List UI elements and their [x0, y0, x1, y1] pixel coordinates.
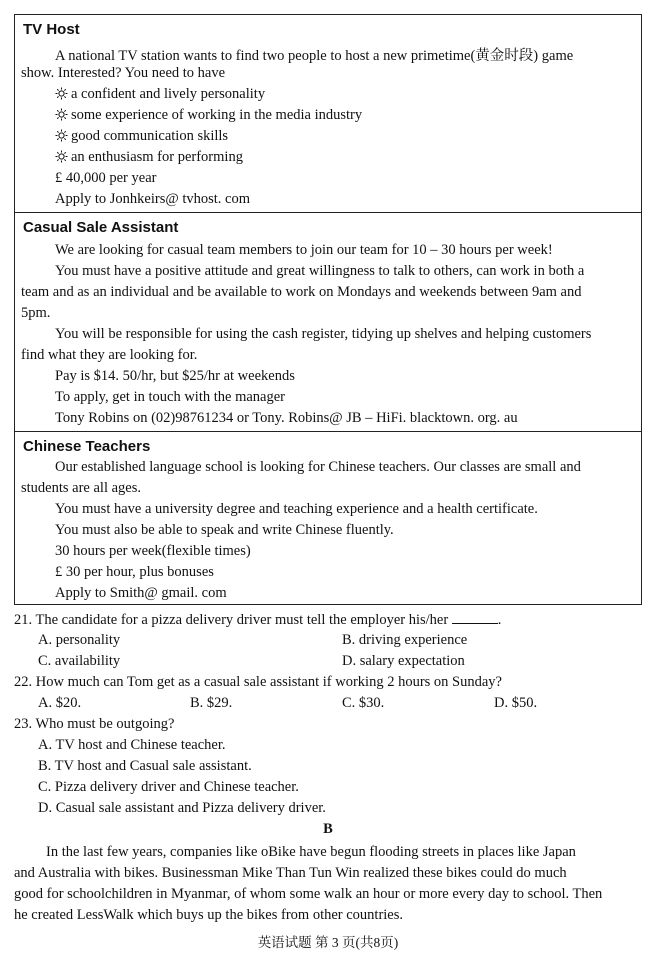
option-b: B. driving experience — [342, 632, 468, 648]
requirement-item: good communication skills — [55, 128, 228, 145]
ad-pay: £ 30 per hour, plus bonuses — [55, 564, 214, 580]
option-d: D. salary expectation — [342, 653, 465, 669]
ad-text: A national TV station wants to find two people to host a new primetime(黄金时段) game — [55, 48, 574, 64]
ad-title: Casual Sale Assistant — [23, 219, 179, 236]
ad-text: You must have a positive attitude and great willingness to talk to others, can work in both a — [55, 263, 585, 279]
question-22-stem: 22. How much can Tom get as a casual sale assistant if working 2 hours on Sunday? — [14, 674, 502, 690]
ad-title: TV Host — [23, 21, 80, 38]
ad-text: We are looking for casual team members to join our team for 10 – 30 hours per week! — [55, 242, 553, 258]
sun-bullet-icon — [55, 107, 71, 124]
option-b: B. $29. — [190, 695, 233, 711]
option-c: C. Pizza delivery driver and Chinese teacher. — [38, 779, 299, 795]
ad-title: Chinese Teachers — [23, 438, 151, 455]
ad-text: You must also be able to speak and write Chinese fluently. — [55, 522, 394, 538]
ad-chinese-teachers — [14, 431, 642, 605]
answer-blank — [452, 611, 498, 624]
question-23-stem: 23. Who must be outgoing? — [14, 716, 175, 732]
option-c: C. $30. — [342, 695, 385, 711]
passage-line: and Australia with bikes. Businessman Mike Than Tun Win realized these bikes could do much — [14, 865, 567, 881]
requirement-item: some experience of working in the media industry — [55, 107, 362, 124]
ad-apply: Apply to Smith@ gmail. com — [55, 585, 227, 601]
page-footer: 英语试题 第 3 页(共8页) — [257, 935, 399, 950]
sun-bullet-icon — [55, 149, 71, 166]
ad-apply: To apply, get in touch with the manager — [55, 389, 285, 405]
ad-pay: £ 40,000 per year — [55, 170, 157, 186]
ad-text: find what they are looking for. — [21, 347, 198, 363]
requirement-item: a confident and lively personality — [55, 86, 265, 103]
ad-apply: Apply to Jonhkeirs@ tvhost. com — [55, 191, 250, 207]
section-b-heading: B — [323, 821, 333, 837]
ad-text: students are all ages. — [21, 480, 141, 496]
sun-bullet-icon — [55, 86, 71, 103]
passage-line: In the last few years, companies like oBike have begun flooding streets in places like Japan — [46, 844, 576, 860]
requirement-item: an enthusiasm for performing — [55, 149, 243, 166]
ad-text: Our established language school is looking for Chinese teachers. Our classes are small and — [55, 459, 581, 475]
option-d: D. Casual sale assistant and Pizza delivery driver. — [38, 800, 326, 816]
option-d: D. $50. — [494, 695, 538, 711]
ad-text: team and as an individual and be available to work on Mondays and weekends between 9am and — [21, 284, 582, 300]
ad-text: You must have a university degree and teaching experience and a health certificate. — [55, 501, 538, 517]
ad-text: You will be responsible for using the cash register, tidying up shelves and helping customers — [55, 326, 592, 342]
ad-text: 5pm. — [21, 305, 51, 321]
ad-text: show. Interested? You need to have — [21, 65, 226, 81]
passage-line: good for schoolchildren in Myanmar, of whom some walk an hour or more every day to school. Then — [14, 886, 603, 902]
ad-pay: Pay is $14. 50/hr, but $25/hr at weekends — [55, 368, 295, 384]
question-21-stem: 21. The candidate for a pizza delivery driver must tell the employer his/her . — [14, 612, 502, 628]
option-a: A. TV host and Chinese teacher. — [38, 737, 226, 753]
option-c: C. availability — [38, 653, 121, 669]
option-a: A. personality — [38, 632, 121, 648]
passage-line: he created LessWalk which buys up the bikes from other countries. — [14, 907, 404, 923]
ad-tv-host — [14, 14, 642, 212]
ad-text: 30 hours per week(flexible times) — [55, 543, 251, 559]
ad-casual-sale-assistant — [14, 212, 642, 431]
ad-contact: Tony Robins on (02)98761234 or Tony. Robins@ JB – HiFi. blacktown. org. au — [55, 410, 518, 426]
option-b: B. TV host and Casual sale assistant. — [38, 758, 252, 774]
sun-bullet-icon — [55, 128, 71, 145]
option-a: A. $20. — [38, 695, 82, 711]
